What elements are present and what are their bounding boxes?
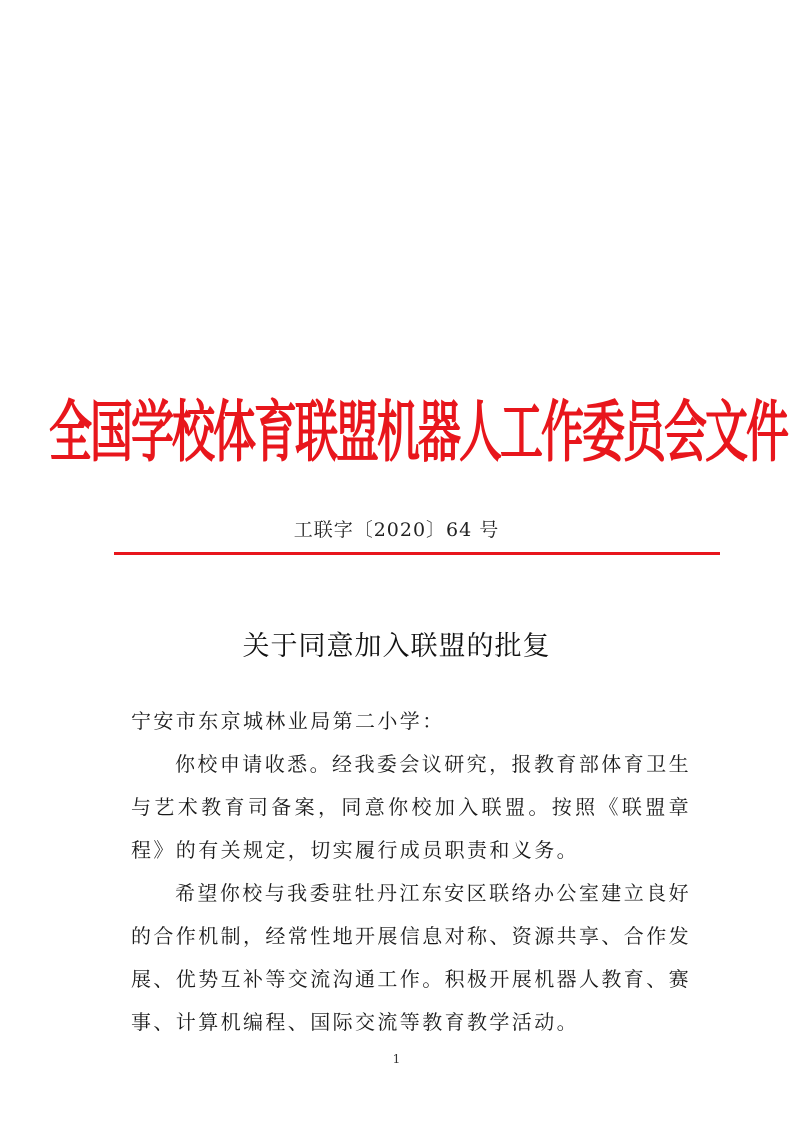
body-paragraph-2: 希望你校与我委驻牡丹江东安区联络办公室建立良好的合作机制，经常性地开展信息对称、资源共享、合作发展、优势互补等交流沟通工作。积极开展机器人教育、赛事、计算机编程、国际交流等教育教学活动。	[131, 881, 691, 1034]
document-body	[131, 700, 691, 1044]
document-masthead: 全国学校体育联盟机器人工作委员会文件	[49, 393, 787, 472]
page-number: 1	[392, 1052, 401, 1066]
document-number: 工联字〔2020〕64 号	[293, 519, 500, 541]
red-divider-line	[114, 552, 720, 555]
document-title: 关于同意加入联盟的批复	[242, 631, 551, 662]
salutation: 宁安市东京城林业局第二小学：	[131, 709, 445, 733]
body-paragraph-1: 你校申请收悉。经我委会议研究，报教育部体育卫生与艺术教育司备案，同意你校加入联盟。按照《联盟章程》的有关规定，切实履行成员职责和义务。	[131, 752, 691, 862]
